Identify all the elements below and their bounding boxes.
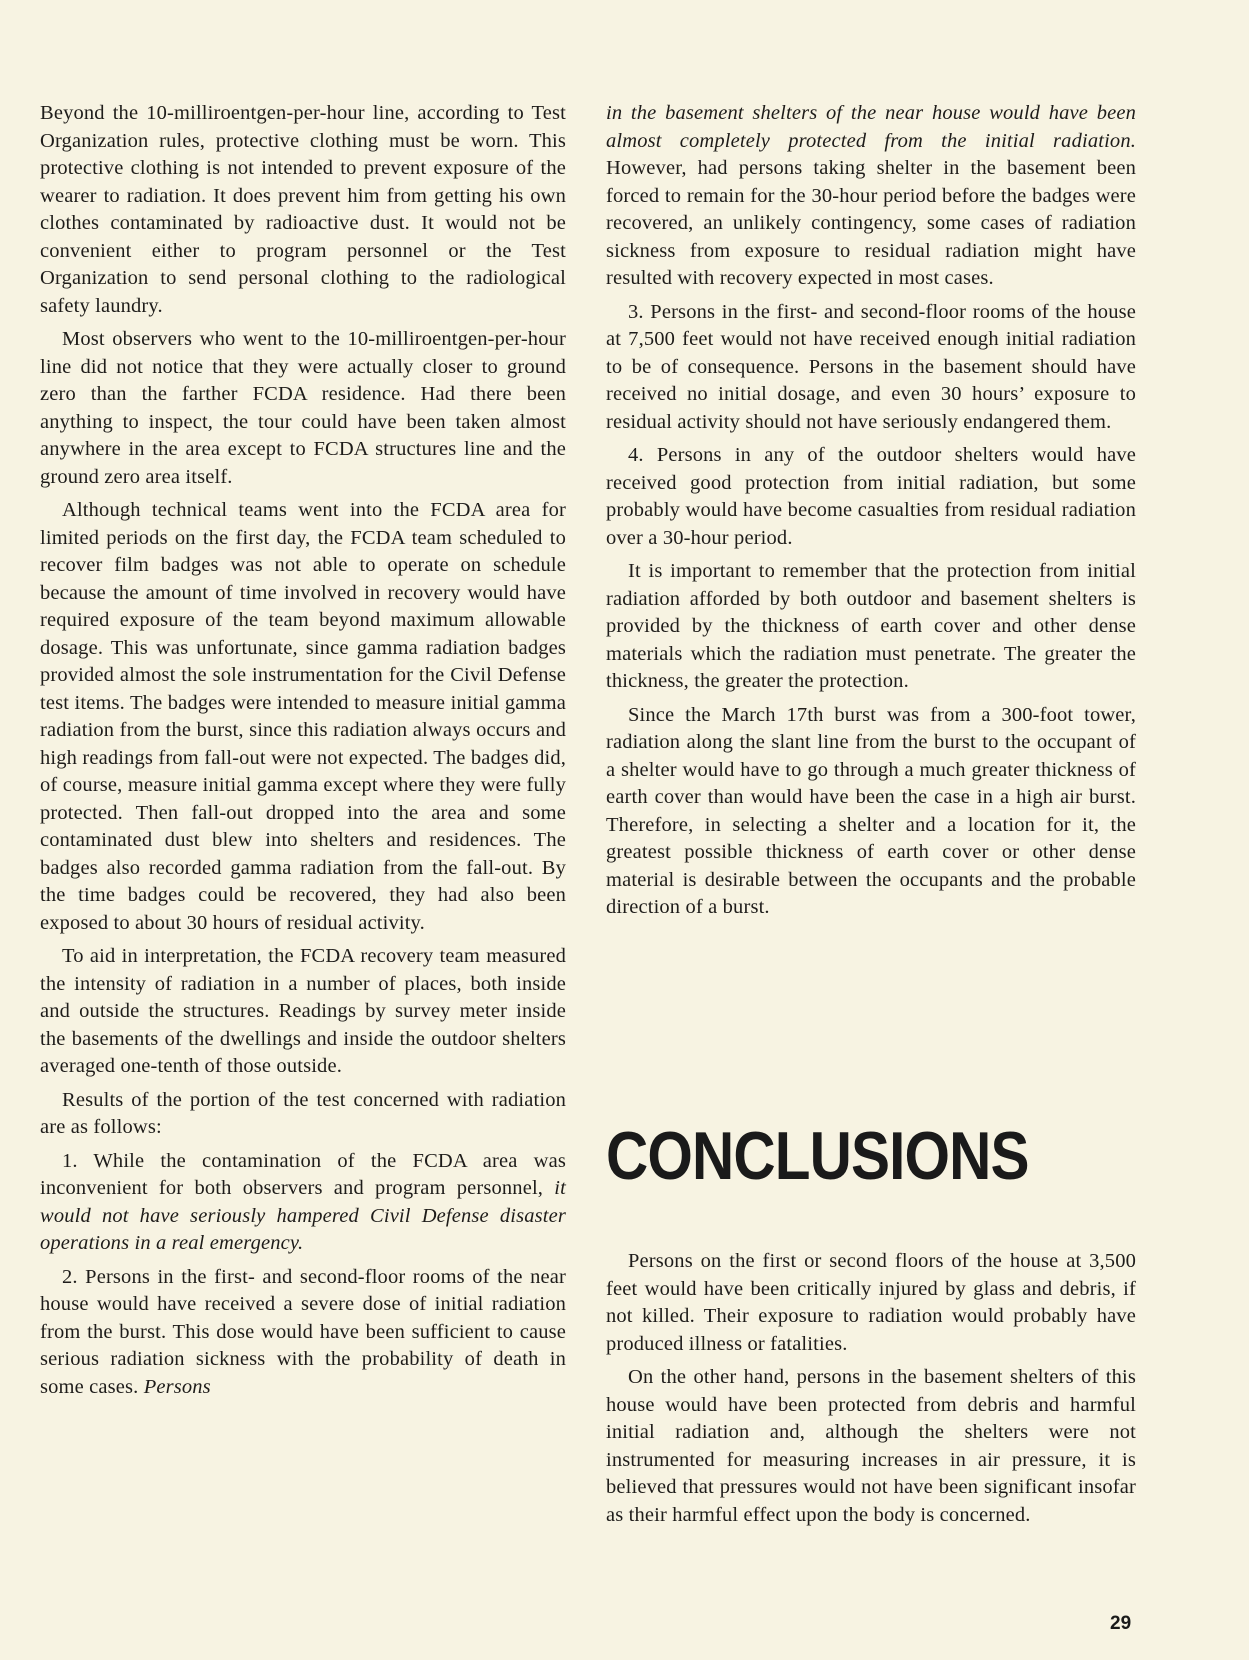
paragraph (606, 702, 1136, 922)
paragraph (606, 299, 1136, 437)
paragraph (606, 1364, 1136, 1529)
paragraph (40, 943, 566, 1081)
paragraph (606, 442, 1136, 552)
text-run: Persons on the first or second floors of the house at 3,500 feet would have been critically injured by glass and debris, if not killed. Their exposure to radiation would probably have produced illness or fatalities. (606, 1250, 1136, 1355)
paragraph (40, 1148, 566, 1258)
text-run: Results of the portion of the test concerned with radiation are as follows: (40, 1088, 566, 1138)
paragraph (40, 100, 566, 320)
paragraph (40, 1087, 566, 1142)
text-run: Most observers who went to the 10-milliroentgen-per-hour line did not notice that they were actually closer to ground zero than the farther FCDA residence. Had there been anything to inspect, the tour could have been taken almost anywhere in the area except to FCDA structures line and the ground zero area itself. (40, 328, 566, 488)
text-run: On the other hand, persons in the basement shelters of this house would have been protected from debris and harmful initial radiation and, although the shelters were not instrumented for measuring increases in air pressure, it is believed that pressures would not have been significant insofar as their harmful effect upon the body is concerned. (606, 1366, 1136, 1526)
page-number: 29 (1110, 1613, 1132, 1634)
paragraph (40, 1264, 566, 1402)
text-run: 2. Persons in the first- and second-floor rooms of the near house would have received a severe dose of initial radiation from the burst. This dose would have been sufficient to cause serious radiation sickness with the probability of death in some cases. (40, 1265, 566, 1398)
paragraph (606, 558, 1136, 696)
emphasis-text: in the basement shelters of the near house would have been almost completely protected from the initial radiation. (606, 102, 1136, 152)
conclusions-section (606, 1248, 1136, 1535)
paragraph (606, 1248, 1136, 1358)
text-run: Although technical teams went into the FCDA area for limited periods on the first day, the FCDA team scheduled to recover film badges was not able to operate on schedule because the amount of time involved in recovery would have required exposure of the team beyond maximum allowable dosage. This was unfortunate, since gamma radiation badges provided almost the sole instrumentation for the Civil Defense test items. The badges were intended to measure initial gamma radiation from the burst, since this radiation always occurs and high readings from fall-out were not expected. The badges did, of course, measure initial gamma except where they were fully protected. Then fall-out dropped into the area and some contaminated dust blew into shelters and residences. The badges also recorded gamma radiation from the fall-out. By the time badges could be recovered, they had also been exposed to about 30 hours of residual activity. (40, 499, 566, 934)
text-run: 1. While the contamination of the FCDA area was inconvenient for both observers and program personnel, (40, 1149, 566, 1199)
text-run: To aid in interpretation, the FCDA recovery team measured the intensity of radiation in a number of places, both inside and outside the structures. Readings by survey meter inside the basements of the dwellings and inside the outdoor shelters averaged one-tenth of those outside. (40, 945, 566, 1077)
paragraph (606, 100, 1136, 293)
text-run: Beyond the 10-milliroentgen-per-hour line, according to Test Organization rules, protective clothing must be worn. This protective clothing is not intended to prevent exposure of the wearer to radiation. It does prevent him from getting his own clothes contaminated by radioactive dust. It would not be convenient either to program personnel or the Test Organization to send personal clothing to the radiological safety laundry. (40, 102, 566, 317)
emphasis-text: it would not have seriously hampered Civil Defense disaster operations in a real emergency. (40, 1177, 566, 1254)
text-run: Since the March 17th burst was from a 300-foot tower, radiation along the slant line from the burst to the occupant of a shelter would have to go through a much greater thickness of earth cover than would have been the case in a high air burst. Therefore, in selecting a shelter and a location for it, the greatest possible thickness of earth cover or other dense material is desirable between the occupants and the probable direction of a burst. (606, 703, 1136, 918)
right-column (606, 100, 1136, 928)
left-column (40, 100, 566, 1407)
conclusions-heading: CONCLUSIONS (606, 1118, 1029, 1194)
text-run: However, had persons taking shelter in the basement been forced to remain for the 30-hour period before the badges were recovered, an unlikely contingency, some cases of radiation sickness from exposure to residual radiation might have resulted with recovery expected in most cases. (606, 157, 1136, 289)
paragraph (40, 326, 566, 491)
text-run: It is important to remember that the protection from initial radiation afforded by both outdoor and basement shelters is provided by the thickness of earth cover and other dense materials which the radiation must penetrate. The greater the thickness, the greater the protection. (606, 560, 1136, 692)
text-run: 4. Persons in any of the outdoor shelters would have received good protection from initial radiation, but some probably would have become casualties from residual radiation over a 30-hour period. (606, 444, 1136, 549)
paragraph (40, 497, 566, 937)
emphasis-text: Persons (143, 1375, 211, 1398)
text-run: 3. Persons in the first- and second-floor rooms of the house at 7,500 feet would not have received enough initial radiation to be of consequence. Persons in the basement should have received no initial dosage, and even 30 hours’ exposure to residual activity should not have seriously endangered them. (606, 300, 1136, 433)
